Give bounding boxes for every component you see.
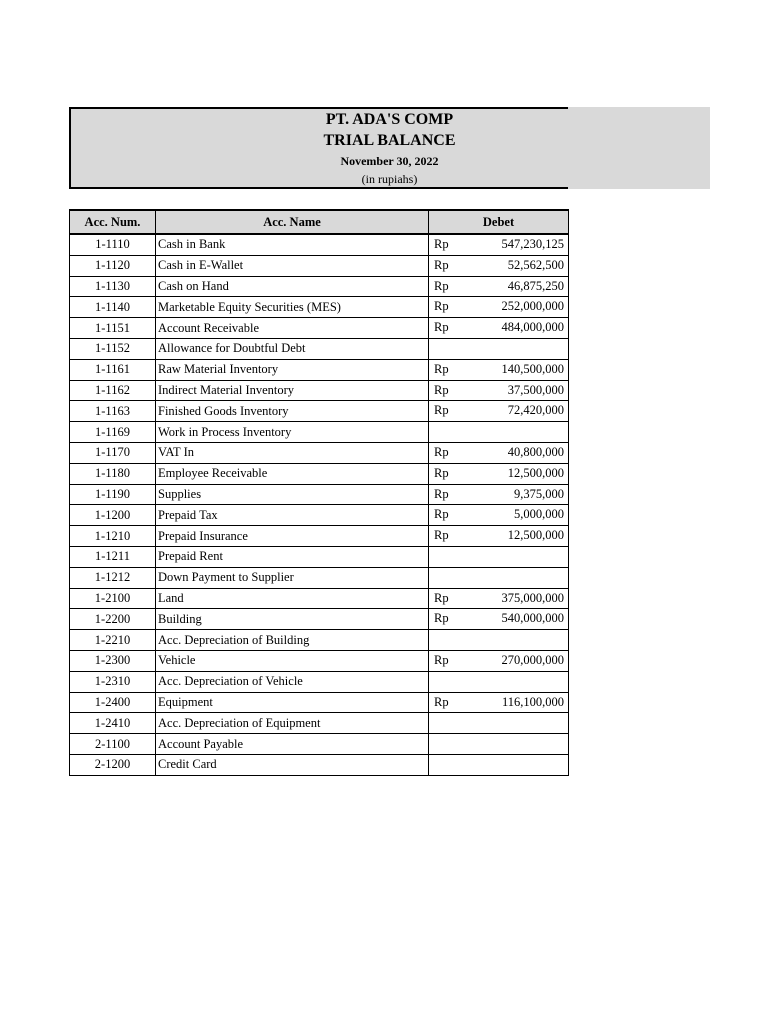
table-row — [70, 546, 569, 567]
acc-name-cell: Supplies — [156, 484, 429, 505]
acc-num-cell: 1-2200 — [70, 609, 156, 630]
debet-cell — [429, 297, 569, 318]
currency-label: Rp — [434, 382, 449, 397]
debet-amount: 12,500,000 — [507, 528, 564, 543]
acc-name-cell: Acc. Depreciation of Equipment — [156, 713, 429, 734]
debet-cell — [429, 546, 569, 567]
debet-cell — [429, 463, 569, 484]
acc-name-cell: Raw Material Inventory — [156, 359, 429, 380]
debet-cell — [429, 422, 569, 443]
debet-cell — [429, 505, 569, 526]
acc-name-cell: Employee Receivable — [156, 463, 429, 484]
table-row — [70, 255, 569, 276]
debet-cell — [429, 734, 569, 755]
table-row — [70, 609, 569, 630]
debet-amount: 12,500,000 — [507, 465, 564, 480]
debet-amount: 484,000,000 — [501, 320, 564, 335]
report-header — [69, 107, 710, 189]
table-row — [70, 734, 569, 755]
acc-num-cell: 2-1100 — [70, 734, 156, 755]
debet-amount: 72,420,000 — [507, 403, 564, 418]
table-row — [70, 692, 569, 713]
table-row — [70, 318, 569, 339]
currency-label: Rp — [434, 237, 449, 251]
acc-num-cell: 1-1169 — [70, 422, 156, 443]
trial-balance-table — [69, 209, 569, 776]
acc-name-cell: Work in Process Inventory — [156, 422, 429, 443]
acc-name-cell: Account Payable — [156, 734, 429, 755]
acc-name-cell: Cash in Bank — [156, 234, 429, 255]
acc-num-cell: 1-1210 — [70, 526, 156, 547]
debet-cell — [429, 692, 569, 713]
debet-amount: 5,000,000 — [514, 507, 564, 522]
acc-name-cell: Finished Goods Inventory — [156, 401, 429, 422]
debet-cell — [429, 630, 569, 651]
report-unit: (in rupiahs) — [361, 172, 418, 186]
acc-num-cell: 1-1212 — [70, 567, 156, 588]
acc-num-cell: 1-1130 — [70, 276, 156, 297]
acc-name-cell: Vehicle — [156, 650, 429, 671]
currency-label: Rp — [434, 507, 449, 522]
currency-label: Rp — [434, 403, 449, 418]
company-name: PT. ADA'S COMP — [325, 111, 454, 128]
table-body — [70, 234, 569, 775]
currency-label: Rp — [434, 486, 449, 501]
debet-cell — [429, 650, 569, 671]
acc-num-cell: 1-1161 — [70, 359, 156, 380]
currency-label: Rp — [434, 320, 449, 335]
acc-num-cell: 1-1211 — [70, 546, 156, 567]
debet-cell — [429, 567, 569, 588]
debet-cell — [429, 276, 569, 297]
table-row — [70, 234, 569, 255]
table-row — [70, 671, 569, 692]
currency-label: Rp — [434, 694, 449, 709]
acc-num-cell: 1-1190 — [70, 484, 156, 505]
acc-num-cell: 1-2310 — [70, 671, 156, 692]
debet-cell — [429, 526, 569, 547]
currency-label: Rp — [434, 611, 449, 626]
acc-name-cell: Equipment — [156, 692, 429, 713]
debet-cell — [429, 234, 569, 255]
report-title: TRIAL BALANCE — [323, 132, 456, 149]
table-row — [70, 359, 569, 380]
acc-num-cell: 1-2210 — [70, 630, 156, 651]
table-row — [70, 297, 569, 318]
debet-amount: 375,000,000 — [501, 590, 564, 605]
table-row — [70, 401, 569, 422]
acc-num-cell: 2-1200 — [70, 754, 156, 775]
table-row — [70, 463, 569, 484]
acc-name-cell: Acc. Depreciation of Building — [156, 630, 429, 651]
acc-name-cell: VAT In — [156, 442, 429, 463]
debet-cell — [429, 380, 569, 401]
table-row — [70, 713, 569, 734]
acc-num-cell: 1-1180 — [70, 463, 156, 484]
acc-name-cell: Prepaid Rent — [156, 546, 429, 567]
debet-cell — [429, 401, 569, 422]
debet-cell — [429, 359, 569, 380]
currency-label: Rp — [434, 257, 449, 272]
table-row — [70, 630, 569, 651]
column-header-acc-num: Acc. Num. — [70, 210, 156, 234]
acc-name-cell: Account Receivable — [156, 318, 429, 339]
debet-amount: 540,000,000 — [501, 611, 564, 626]
debet-amount: 140,500,000 — [501, 361, 564, 376]
debet-cell — [429, 484, 569, 505]
currency-label: Rp — [434, 652, 449, 667]
debet-amount: 37,500,000 — [507, 382, 564, 397]
table-row — [70, 422, 569, 443]
acc-num-cell: 1-2410 — [70, 713, 156, 734]
acc-name-cell: Prepaid Tax — [156, 505, 429, 526]
acc-name-cell: Allowance for Doubtful Debt — [156, 338, 429, 359]
debet-amount: 52,562,500 — [507, 257, 564, 272]
currency-label: Rp — [434, 361, 449, 376]
debet-cell — [429, 255, 569, 276]
table-row — [70, 567, 569, 588]
acc-name-cell: Acc. Depreciation of Vehicle — [156, 671, 429, 692]
debet-amount: 9,375,000 — [514, 486, 564, 501]
currency-label: Rp — [434, 465, 449, 480]
table-row — [70, 484, 569, 505]
table-row — [70, 276, 569, 297]
debet-cell — [429, 442, 569, 463]
table-row — [70, 754, 569, 775]
report-date: November 30, 2022 — [340, 154, 439, 168]
acc-name-cell: Building — [156, 609, 429, 630]
acc-num-cell: 1-2400 — [70, 692, 156, 713]
acc-num-cell: 1-1170 — [70, 442, 156, 463]
acc-name-cell: Indirect Material Inventory — [156, 380, 429, 401]
acc-num-cell: 1-2300 — [70, 650, 156, 671]
table-row — [70, 442, 569, 463]
debet-amount: 46,875,250 — [507, 278, 564, 293]
table-row — [70, 505, 569, 526]
debet-cell — [429, 671, 569, 692]
currency-label: Rp — [434, 528, 449, 543]
table-row — [70, 526, 569, 547]
acc-name-cell: Cash on Hand — [156, 276, 429, 297]
acc-name-cell: Cash in E-Wallet — [156, 255, 429, 276]
debet-cell — [429, 588, 569, 609]
debet-amount: 270,000,000 — [501, 652, 564, 667]
column-header-acc-name: Acc. Name — [156, 210, 429, 234]
table-row — [70, 588, 569, 609]
table-row — [70, 650, 569, 671]
currency-label: Rp — [434, 444, 449, 459]
table-header-row — [70, 210, 569, 234]
currency-label: Rp — [434, 590, 449, 605]
debet-cell — [429, 609, 569, 630]
acc-num-cell: 1-1151 — [70, 318, 156, 339]
acc-num-cell: 1-1152 — [70, 338, 156, 359]
acc-name-cell: Marketable Equity Securities (MES) — [156, 297, 429, 318]
debet-amount: 40,800,000 — [507, 444, 564, 459]
acc-num-cell: 1-1200 — [70, 505, 156, 526]
currency-label: Rp — [434, 299, 449, 314]
debet-amount: 116,100,000 — [501, 694, 564, 709]
debet-cell — [429, 338, 569, 359]
debet-cell — [429, 754, 569, 775]
table-row — [70, 380, 569, 401]
column-header-debet: Debet — [429, 210, 569, 234]
acc-name-cell: Credit Card — [156, 754, 429, 775]
acc-name-cell: Down Payment to Supplier — [156, 567, 429, 588]
acc-num-cell: 1-1162 — [70, 380, 156, 401]
currency-label: Rp — [434, 278, 449, 293]
debet-amount: 547,230,125 — [501, 237, 564, 251]
acc-name-cell: Land — [156, 588, 429, 609]
table-row — [70, 338, 569, 359]
acc-num-cell: 1-2100 — [70, 588, 156, 609]
acc-num-cell: 1-1163 — [70, 401, 156, 422]
acc-num-cell: 1-1110 — [70, 234, 156, 255]
acc-num-cell: 1-1140 — [70, 297, 156, 318]
debet-cell — [429, 713, 569, 734]
acc-name-cell: Prepaid Insurance — [156, 526, 429, 547]
debet-cell — [429, 318, 569, 339]
acc-num-cell: 1-1120 — [70, 255, 156, 276]
debet-amount: 252,000,000 — [501, 299, 564, 314]
